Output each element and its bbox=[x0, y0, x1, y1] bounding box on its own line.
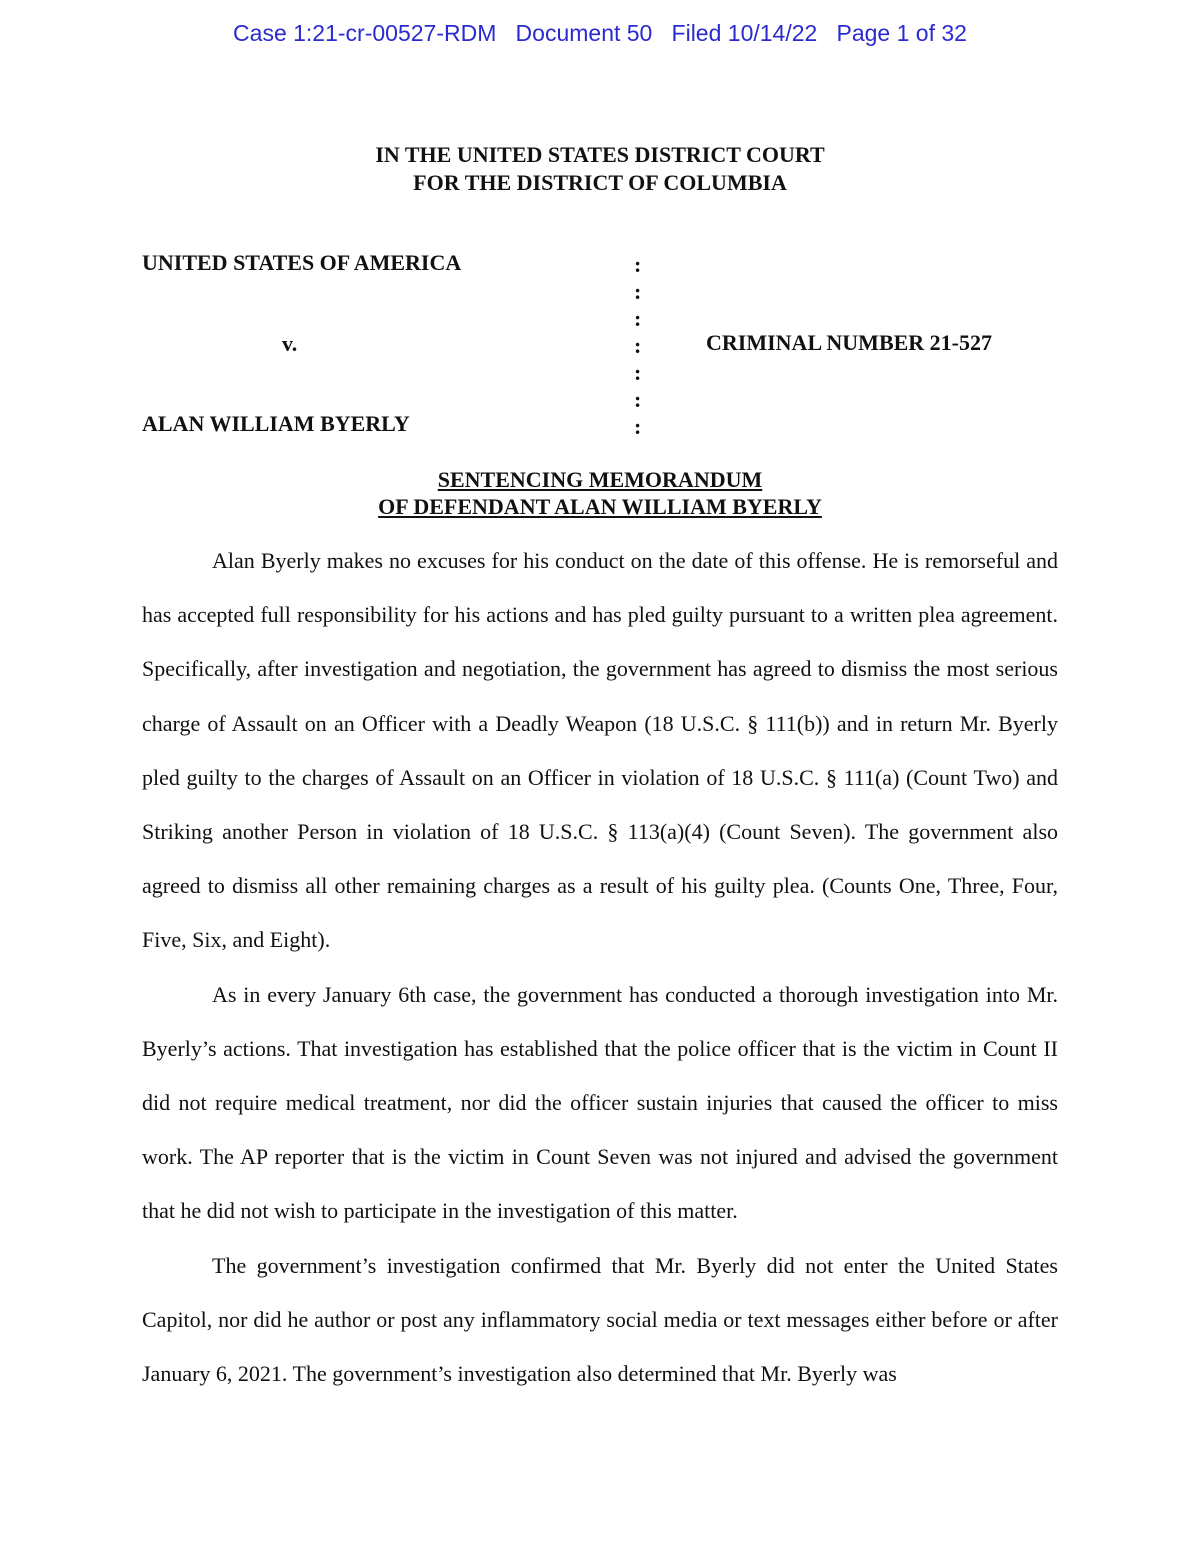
criminal-number: CRIMINAL NUMBER 21-527 bbox=[706, 330, 992, 355]
versus-label: v. bbox=[282, 331, 298, 356]
case-number: Case 1:21-cr-00527-RDM bbox=[233, 20, 497, 46]
caption-colon: : bbox=[634, 414, 642, 439]
court-district-line: FOR THE DISTRICT OF COLUMBIA bbox=[413, 170, 787, 195]
defendant-name: ALAN WILLIAM BYERLY bbox=[142, 411, 410, 436]
body-paragraph-2: As in every January 6th case, the government has conducted a thorough investigation into Mr. Byerly’s actions. That investigation has established that the police officer that is the victim in Count II did not require medical treatment, nor did the officer sustain injuries that caused the officer to miss work. The AP reporter that is the victim in Count Seven was not injured and advised the government that he did not wish to participate in the investigation of this matter. bbox=[142, 981, 1058, 1224]
document-title bbox=[0, 466, 1200, 520]
page-indicator: Page 1 of 32 bbox=[836, 20, 967, 46]
caption-colon: : bbox=[634, 360, 642, 385]
caption-colon: : bbox=[634, 279, 642, 304]
body-paragraph-1: Alan Byerly makes no excuses for his conduct on the date of this offense. He is remorseful and has accepted full responsibility for his actions and has pled guilty pursuant to a written plea agreement. Specifically, after investigation and negotiation, the government has agreed to dismiss the most serious charge of Assault on an Officer with a Deadly Weapon (18 U.S.C. § 111(b)) and in return Mr. Byerly pled guilty to the charges of Assault on an Officer in violation of 18 U.S.C. § 111(a) (Count Two) and Striking another Person in violation of 18 U.S.C. § 113(a)(4) (Count Seven). The government also agreed to dismiss all other remaining charges as a result of his guilty plea. (Counts One, Three, Four, Five, Six, and Eight). bbox=[142, 548, 1058, 953]
title-line-2: OF DEFENDANT ALAN WILLIAM BYERLY bbox=[378, 494, 822, 519]
plaintiff-name: UNITED STATES OF AMERICA bbox=[142, 250, 462, 275]
title-line-1: SENTENCING MEMORANDUM bbox=[437, 467, 763, 492]
document-number: Document 50 bbox=[515, 20, 653, 46]
body-paragraph-3: The government’s investigation confirmed that Mr. Byerly did not enter the United States Capitol, nor did he author or post any inflammatory social media or text messages either before or after January 6, 2021. The government’s investigation also determined that Mr. Byerly was bbox=[142, 1252, 1058, 1387]
caption-colon: : bbox=[634, 306, 642, 331]
filing-header bbox=[0, 20, 1200, 47]
caption-colon-divider bbox=[634, 251, 641, 440]
caption-colon: : bbox=[634, 387, 642, 412]
caption-colon: : bbox=[634, 252, 642, 277]
memorandum-body bbox=[142, 534, 1058, 1401]
court-heading bbox=[0, 141, 1200, 197]
court-name-line: IN THE UNITED STATES DISTRICT COURT bbox=[375, 142, 825, 167]
caption-colon: : bbox=[634, 333, 642, 358]
filed-date: Filed 10/14/22 bbox=[671, 20, 818, 46]
